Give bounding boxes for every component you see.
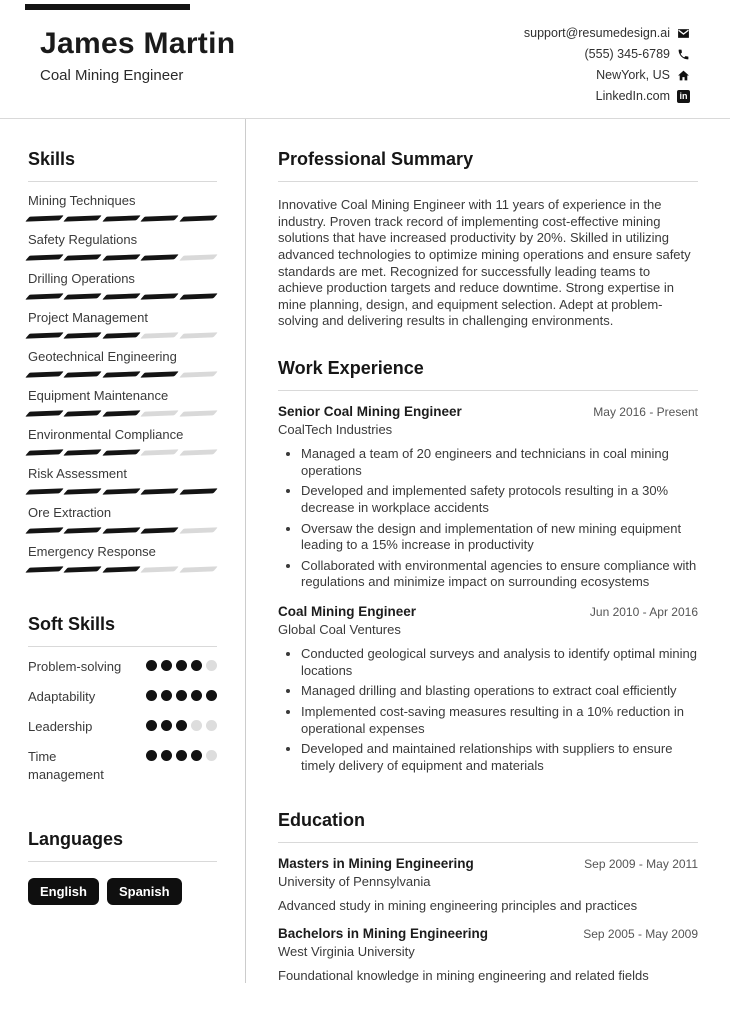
sidebar (0, 119, 246, 983)
education-list (278, 856, 698, 983)
soft-skill-rating (146, 688, 217, 707)
skill-level-bar (28, 216, 217, 221)
job-header (278, 404, 698, 419)
skill-item (28, 310, 217, 338)
job-title: Coal Mining Engineer (278, 604, 417, 619)
education-header (278, 856, 698, 871)
job-bullet: • Managed drilling and blasting operations to extract coal efficiently (301, 683, 698, 700)
education-entry (278, 926, 698, 983)
main-content (246, 119, 730, 983)
top-accent-bar (25, 4, 190, 10)
skill-bar-segment (179, 527, 218, 533)
skill-bar-segment (64, 410, 103, 416)
soft-skill-item (28, 658, 217, 677)
rating-dot (191, 660, 202, 671)
contact-text: (555) 345-6789 (584, 47, 670, 61)
skill-label: Mining Techniques (28, 193, 136, 208)
skill-bar-segment (102, 527, 141, 533)
experience-section (278, 344, 698, 774)
soft-skills-heading: Soft Skills (28, 600, 217, 647)
skill-label: Ore Extraction (28, 505, 112, 520)
education-description: Foundational knowledge in mining engineering and related fields (278, 968, 649, 984)
job-company: Global Coal Ventures (278, 622, 401, 637)
skill-level-bar (28, 255, 217, 260)
skill-item (28, 427, 217, 455)
resume-body (0, 119, 730, 983)
rating-dot (191, 750, 202, 761)
resume-header (0, 0, 730, 119)
job-bullet: • Implemented cost-saving measures resulting in a 10% reduction in operational expenses (301, 704, 698, 737)
soft-skill-label: Leadership (28, 718, 93, 734)
skill-bar-segment (102, 215, 141, 221)
education-entry (278, 856, 698, 913)
person-name: James Martin (40, 27, 236, 60)
skill-bar-segment (64, 566, 103, 572)
summary-text: Innovative Coal Mining Engineer with 11 years of experience in the industry. Proven track record of implementing cost-effective mining solutions that have increased productivity by 20%. Skilled in utilizing advanced technologies to optimize mining operations and ensure safety standards are met. Recognized for successfully leading teams to achieve production targets and reduce downtime. Strong expertise in mine planning, design, and equipment selection. Adept at problem-solving and delivering results in challenging environments. (278, 197, 691, 329)
rating-dot (176, 660, 187, 671)
job-entry (278, 604, 698, 774)
skill-bar-segment (64, 488, 103, 494)
skill-item (28, 193, 217, 221)
skill-bar-segment (140, 293, 179, 299)
skill-label: Equipment Maintenance (28, 388, 169, 403)
skill-bar-segment (140, 527, 179, 533)
rating-dot (161, 660, 172, 671)
rating-dot (206, 660, 217, 671)
skills-section (28, 135, 217, 572)
summary-section (278, 135, 698, 330)
job-bullet: • Developed and maintained relationships with suppliers to ensure timely delivery of equipment and materials (301, 741, 698, 774)
skill-bar-segment (64, 527, 103, 533)
skill-item (28, 271, 217, 299)
rating-dot (206, 720, 217, 731)
soft-skill-rating (146, 748, 217, 786)
job-bullet: • Collaborated with environmental agencies to ensure compliance with regulations and minimize impact on surrounding ecosystems (301, 558, 698, 591)
rating-dot (176, 720, 187, 731)
rating-dot (146, 690, 157, 701)
skill-label: Project Management (28, 310, 148, 325)
experience-heading: Work Experience (278, 344, 698, 391)
rating-dot (191, 690, 202, 701)
soft-skills-section (28, 600, 217, 785)
skill-label: Emergency Response (28, 544, 156, 559)
skill-item (28, 349, 217, 377)
skill-item (28, 544, 217, 572)
contact-home (596, 68, 690, 82)
skill-bar-segment (64, 371, 103, 377)
skill-label: Drilling Operations (28, 271, 135, 286)
rating-dot (176, 750, 187, 761)
rating-dot (176, 690, 187, 701)
skill-bar-segment (140, 488, 179, 494)
skill-bar-segment (179, 566, 218, 572)
skill-bar-segment (179, 254, 218, 260)
job-bullets (278, 646, 698, 774)
contact-list (524, 26, 690, 103)
skill-bar-segment (140, 371, 179, 377)
school-name: West Virginia University (278, 944, 415, 960)
skill-bar-segment (25, 449, 64, 455)
job-bullet: • Managed a team of 20 engineers and technicians in coal mining operations (301, 446, 698, 479)
skill-label: Environmental Compliance (28, 427, 184, 442)
skill-bar-segment (102, 254, 141, 260)
job-bullet: • Oversaw the design and implementation of new mining equipment leading to a 15% increase in productivity (301, 521, 698, 554)
soft-skill-label: Adaptability (28, 688, 96, 704)
skill-level-bar (28, 333, 217, 338)
header-identity (40, 24, 235, 84)
skill-item (28, 505, 217, 533)
contact-text: support@resumedesign.ai (523, 26, 670, 40)
rating-dot (146, 750, 157, 761)
soft-skill-item (28, 688, 217, 707)
skill-bar-segment (140, 449, 179, 455)
skill-bar-segment (102, 449, 141, 455)
rating-dot (161, 720, 172, 731)
skill-level-bar (28, 450, 217, 455)
skill-bar-segment (102, 488, 141, 494)
skill-bar-segment (179, 293, 218, 299)
skill-level-bar (28, 489, 217, 494)
skill-level-bar (28, 294, 217, 299)
degree-title: Masters in Mining Engineering (278, 856, 474, 872)
rating-dot (146, 720, 157, 731)
skill-bar-segment (64, 215, 103, 221)
skill-bar-segment (25, 371, 64, 377)
skill-bar-segment (179, 332, 218, 338)
skill-bar-segment (179, 371, 218, 377)
job-dates: May 2016 - Present (593, 405, 698, 419)
linkedin-icon (677, 90, 690, 103)
skill-bar-segment (25, 488, 64, 494)
skill-bar-segment (102, 566, 141, 572)
soft-skill-label: Time management (28, 748, 104, 783)
summary-heading: Professional Summary (278, 135, 698, 182)
job-entry (278, 404, 698, 591)
soft-skill-rating (146, 718, 217, 737)
rating-dot (191, 720, 202, 731)
language-badge: Spanish (107, 878, 182, 905)
skill-bar-segment (25, 527, 64, 533)
contact-email[interactable] (524, 26, 690, 40)
skills-list (28, 193, 217, 572)
skills-heading: Skills (28, 135, 217, 182)
job-dates: Jun 2010 - Apr 2016 (589, 605, 698, 619)
skill-item (28, 466, 217, 494)
rating-dot (146, 660, 157, 671)
skill-bar-segment (140, 410, 179, 416)
rating-dot (161, 750, 172, 761)
skill-item (28, 232, 217, 260)
skill-bar-segment (179, 410, 218, 416)
skill-bar-segment (140, 215, 179, 221)
rating-dot (206, 690, 217, 701)
email-icon (677, 27, 690, 40)
skill-level-bar (28, 567, 217, 572)
contact-text: LinkedIn.com (595, 89, 670, 103)
skill-bar-segment (140, 566, 179, 572)
skill-bar-segment (25, 293, 64, 299)
skill-label: Geotechnical Engineering (28, 349, 177, 364)
languages-section (28, 815, 217, 905)
job-bullets (278, 446, 698, 591)
degree-title: Bachelors in Mining Engineering (278, 926, 489, 942)
skill-bar-segment (25, 332, 64, 338)
phone-icon (677, 48, 690, 61)
skill-bar-segment (64, 254, 103, 260)
language-badge: English (28, 878, 99, 905)
skill-bar-segment (25, 410, 64, 416)
rating-dot (161, 690, 172, 701)
job-company: CoalTech Industries (278, 422, 393, 437)
skill-item (28, 388, 217, 416)
skill-bar-segment (25, 566, 64, 572)
skill-bar-segment (179, 215, 218, 221)
person-job-title: Coal Mining Engineer (40, 66, 184, 84)
jobs-list (278, 404, 698, 774)
skill-bar-segment (64, 293, 103, 299)
skill-label: Risk Assessment (28, 466, 127, 481)
job-header (278, 604, 698, 619)
skill-bar-segment (64, 332, 103, 338)
rating-dot (206, 750, 217, 761)
education-dates: Sep 2005 - May 2009 (583, 927, 698, 942)
skill-bar-segment (102, 293, 141, 299)
education-description: Advanced study in mining engineering principles and practices (278, 898, 638, 914)
job-bullet: • Developed and implemented safety protocols resulting in a 30% decrease in workplace accidents (301, 483, 698, 516)
education-header (278, 926, 698, 941)
skill-bar-segment (25, 215, 64, 221)
skill-bar-segment (179, 488, 218, 494)
skill-bar-segment (102, 371, 141, 377)
skill-bar-segment (179, 449, 218, 455)
school-name: University of Pennsylvania (278, 874, 431, 890)
languages-heading: Languages (28, 815, 217, 862)
contact-phone (585, 47, 690, 61)
skill-label: Safety Regulations (28, 232, 138, 247)
skill-bar-segment (102, 332, 141, 338)
skill-bar-segment (25, 254, 64, 260)
skill-level-bar (28, 411, 217, 416)
skill-level-bar (28, 372, 217, 377)
skill-level-bar (28, 528, 217, 533)
job-bullet: • Conducted geological surveys and analysis to identify optimal mining locations (301, 646, 698, 679)
skill-bar-segment (140, 254, 179, 260)
soft-skill-rating (146, 658, 217, 677)
contact-linkedin[interactable] (596, 89, 690, 103)
languages-list (28, 878, 217, 905)
soft-skill-item (28, 718, 217, 737)
linkedin-glyph: in (677, 90, 690, 103)
education-heading: Education (278, 796, 698, 843)
job-title: Senior Coal Mining Engineer (278, 404, 462, 419)
education-dates: Sep 2009 - May 2011 (584, 857, 698, 872)
skill-bar-segment (140, 332, 179, 338)
skill-bar-segment (64, 449, 103, 455)
skill-bar-segment (102, 410, 141, 416)
soft-skill-label: Problem-solving (28, 659, 122, 674)
home-icon (677, 69, 690, 82)
education-section (278, 796, 698, 983)
contact-text: NewYork, US (596, 68, 670, 82)
soft-skill-item (28, 748, 217, 786)
soft-skills-list (28, 658, 217, 785)
